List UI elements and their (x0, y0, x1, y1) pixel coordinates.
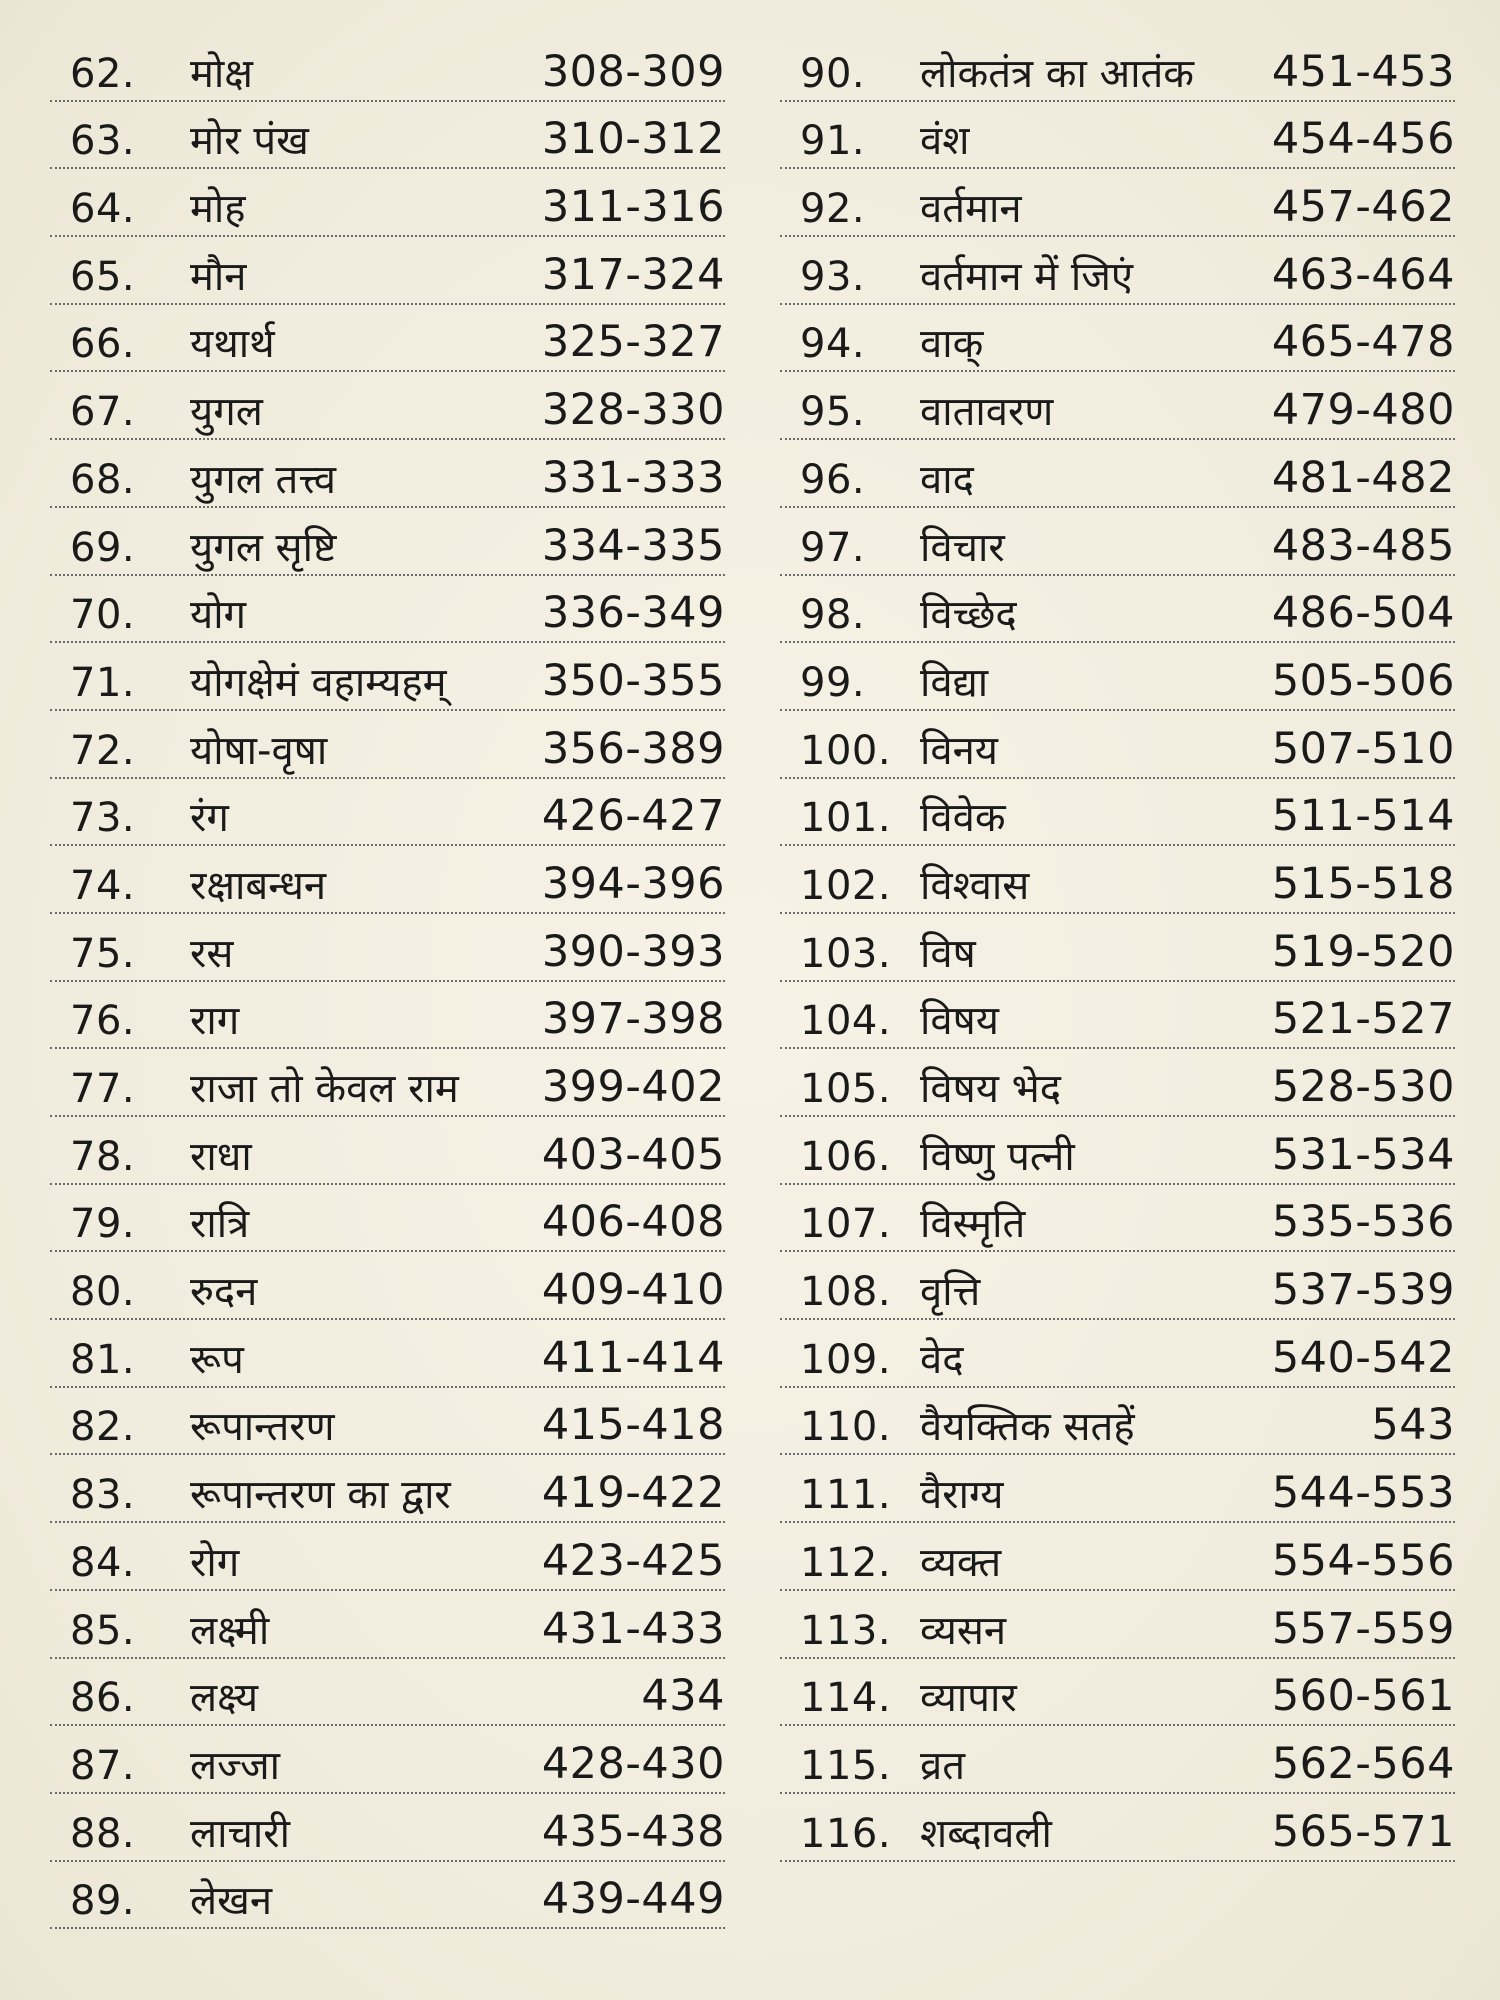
entry-page-range: 434 (641, 1671, 725, 1722)
entry-number: 115. (800, 1742, 892, 1789)
index-entry (50, 372, 725, 440)
entry-title: वाद (920, 456, 974, 503)
entry-page-range: 428-430 (541, 1738, 725, 1789)
index-entry (50, 1252, 725, 1320)
entry-page-range: 557-559 (1271, 1603, 1455, 1654)
entry-title: वेद (920, 1336, 964, 1383)
entry-title: विषय (920, 998, 999, 1045)
entry-title: राजा तो केवल राम (190, 1066, 459, 1112)
index-entry (780, 1049, 1455, 1117)
entry-page-range: 419-422 (541, 1468, 725, 1519)
entry-number: 71. (70, 659, 136, 706)
entry-title: व्यापार (920, 1675, 1017, 1722)
entry-number: 72. (70, 727, 136, 774)
entry-title: योषा-वृषा (190, 727, 328, 774)
index-entry (50, 1455, 725, 1523)
index-entry (50, 237, 725, 305)
entry-title: विच्छेद (920, 592, 1017, 639)
entry-title: विश्वास (920, 862, 1030, 909)
entry-number: 67. (70, 389, 136, 436)
entry-title: लक्ष्य (190, 1675, 259, 1722)
index-entry (780, 1726, 1455, 1794)
index-entry (50, 1523, 725, 1591)
entry-page-range: 431-433 (541, 1603, 725, 1654)
index-entry (780, 576, 1455, 644)
entry-page-range: 505-506 (1271, 655, 1455, 706)
entry-number: 83. (70, 1472, 136, 1519)
entry-number: 76. (70, 998, 136, 1045)
entry-page-range: 521-527 (1271, 994, 1455, 1045)
index-entry (780, 643, 1455, 711)
index-entry (780, 508, 1455, 576)
entry-title: विनय (920, 727, 998, 774)
index-entry (50, 779, 725, 847)
index-entry (50, 1320, 725, 1388)
index-entry (780, 1252, 1455, 1320)
entry-page-range: 350-355 (541, 655, 725, 706)
entry-page-range: 426-427 (541, 791, 725, 842)
entry-title: मौन (190, 253, 247, 300)
entry-page-range: 356-389 (541, 723, 725, 774)
index-entry (50, 1794, 725, 1862)
index-entry (50, 305, 725, 373)
entry-number: 90. (800, 50, 866, 97)
entry-number: 68. (70, 456, 136, 503)
entry-page-range: 406-408 (541, 1197, 725, 1248)
entry-title: वैराग्य (920, 1472, 1004, 1519)
entry-title: युगल सृष्टि (190, 524, 337, 571)
entry-number: 106. (800, 1133, 892, 1180)
entry-title: योग (190, 592, 247, 639)
entry-number: 116. (800, 1810, 892, 1857)
entry-title: व्यक्त (920, 1539, 1002, 1586)
entry-page-range: 415-418 (541, 1400, 725, 1451)
index-entry (50, 34, 725, 102)
entry-page-range: 511-514 (1271, 791, 1455, 842)
entry-title: विष (920, 930, 976, 977)
entry-page-range: 540-542 (1271, 1332, 1455, 1383)
entry-number: 92. (800, 186, 866, 233)
entry-number: 93. (800, 253, 866, 300)
entry-number: 87. (70, 1742, 136, 1789)
index-entry (780, 779, 1455, 847)
entry-number: 95. (800, 389, 866, 436)
entry-page-range: 483-485 (1271, 520, 1455, 571)
index-entry (780, 1117, 1455, 1185)
index-entry (50, 914, 725, 982)
index-entry (50, 576, 725, 644)
entry-page-range: 562-564 (1271, 1738, 1455, 1789)
entry-number: 63. (70, 118, 136, 165)
entry-title: रुदन (190, 1269, 258, 1316)
entry-title: विष्णु पत्नी (920, 1133, 1075, 1180)
entry-number: 82. (70, 1404, 136, 1451)
entry-title: युगल (190, 389, 263, 436)
entry-page-range: 535-536 (1271, 1197, 1455, 1248)
entry-page-range: 439-449 (541, 1874, 725, 1925)
entry-title: वाक् (920, 321, 984, 368)
entry-title: युगल तत्त्व (190, 456, 337, 503)
entry-title: रंग (190, 795, 229, 842)
entry-number: 100. (800, 727, 892, 774)
entry-number: 109. (800, 1336, 892, 1383)
entry-number: 91. (800, 118, 866, 165)
entry-page-range: 507-510 (1271, 723, 1455, 774)
entry-page-range: 397-398 (541, 994, 725, 1045)
entry-title: लेखन (190, 1878, 273, 1925)
index-entry (780, 1659, 1455, 1727)
entry-title: वैयक्तिक सतहें (920, 1404, 1135, 1451)
entry-number: 86. (70, 1675, 136, 1722)
entry-page-range: 528-530 (1271, 1062, 1455, 1112)
entry-number: 65. (70, 253, 136, 300)
entry-number: 102. (800, 862, 892, 909)
entry-number: 104. (800, 998, 892, 1045)
entry-title: वातावरण (920, 389, 1054, 436)
entry-title: रात्रि (190, 1201, 250, 1248)
index-entry (50, 1185, 725, 1253)
entry-page-range: 308-309 (541, 46, 725, 97)
entry-page-range: 543 (1371, 1400, 1455, 1451)
entry-title: मोह (190, 186, 246, 233)
entry-number: 88. (70, 1810, 136, 1857)
entry-page-range: 325-327 (541, 317, 725, 368)
entry-title: वर्तमान (920, 186, 1022, 233)
entry-number: 99. (800, 659, 866, 706)
entry-number: 107. (800, 1201, 892, 1248)
entry-title: मोक्ष (190, 50, 253, 97)
index-entry (780, 237, 1455, 305)
entry-page-range: 560-561 (1271, 1671, 1455, 1722)
entry-title: यथार्थ (190, 321, 275, 368)
index-entry (780, 34, 1455, 102)
entry-title: मोर पंख (190, 118, 309, 165)
entry-number: 105. (800, 1066, 892, 1112)
entry-number: 113. (800, 1607, 892, 1654)
index-entry (50, 1117, 725, 1185)
entry-page-range: 519-520 (1271, 926, 1455, 977)
entry-page-range: 336-349 (541, 588, 725, 639)
entry-number: 73. (70, 795, 136, 842)
index-entry (780, 1320, 1455, 1388)
index-entry (50, 982, 725, 1050)
entry-title: विस्मृति (920, 1201, 1026, 1248)
entry-title: व्यसन (920, 1607, 1007, 1654)
entry-page-range: 409-410 (541, 1265, 725, 1316)
entry-page-range: 454-456 (1271, 114, 1455, 165)
entry-page-range: 554-556 (1271, 1535, 1455, 1586)
entry-number: 94. (800, 321, 866, 368)
index-entry (50, 102, 725, 170)
entry-number: 112. (800, 1539, 892, 1586)
entry-number: 89. (70, 1878, 136, 1925)
entry-page-range: 328-330 (541, 385, 725, 436)
entry-page-range: 334-335 (541, 520, 725, 571)
entry-number: 66. (70, 321, 136, 368)
index-entry (780, 1794, 1455, 1862)
index-entry (780, 102, 1455, 170)
index-entry (780, 982, 1455, 1050)
entry-title: विवेक (920, 795, 1006, 842)
entry-page-range: 423-425 (541, 1535, 725, 1586)
index-column-right (780, 34, 1455, 1862)
index-entry (50, 1049, 725, 1117)
entry-page-range: 411-414 (541, 1332, 725, 1383)
entry-number: 84. (70, 1539, 136, 1586)
entry-title: शब्दावली (920, 1810, 1052, 1857)
entry-page-range: 311-316 (541, 182, 725, 233)
index-entry (50, 643, 725, 711)
entry-title: राग (190, 998, 240, 1045)
index-entry (780, 305, 1455, 373)
entry-page-range: 399-402 (541, 1062, 725, 1112)
index-entry (780, 1388, 1455, 1456)
entry-title: लज्जा (190, 1742, 281, 1789)
entry-title: रूपान्तरण (190, 1404, 335, 1451)
entry-page-range: 565-571 (1271, 1806, 1455, 1857)
entry-number: 98. (800, 592, 866, 639)
entry-page-range: 394-396 (541, 858, 725, 909)
entry-number: 97. (800, 524, 866, 571)
index-entry (50, 711, 725, 779)
index-entry (50, 1862, 725, 1930)
entry-title: रोग (190, 1539, 240, 1586)
index-entry (780, 372, 1455, 440)
index-entry (780, 1455, 1455, 1523)
entry-page-range: 403-405 (541, 1129, 725, 1180)
entry-page-range: 537-539 (1271, 1265, 1455, 1316)
index-entry (50, 1726, 725, 1794)
entry-number: 79. (70, 1201, 136, 1248)
entry-number: 77. (70, 1066, 136, 1112)
entry-page-range: 486-504 (1271, 588, 1455, 639)
index-entry (50, 846, 725, 914)
entry-page-range: 390-393 (541, 926, 725, 977)
entry-page-range: 531-534 (1271, 1129, 1455, 1180)
entry-page-range: 331-333 (541, 452, 725, 503)
entry-title: लक्ष्मी (190, 1607, 270, 1654)
entry-title: वृत्ति (920, 1269, 981, 1316)
entry-title: रक्षाबन्धन (190, 862, 327, 909)
entry-page-range: 457-462 (1271, 182, 1455, 233)
entry-title: रस (190, 930, 234, 977)
entry-number: 78. (70, 1133, 136, 1180)
entry-number: 103. (800, 930, 892, 977)
entry-number: 108. (800, 1269, 892, 1316)
entry-number: 70. (70, 592, 136, 639)
index-entry (50, 1388, 725, 1456)
entry-page-range: 317-324 (541, 249, 725, 300)
entry-title: लाचारी (190, 1810, 290, 1857)
index-entry (50, 440, 725, 508)
entry-title: विचार (920, 524, 1005, 571)
entry-number: 111. (800, 1472, 892, 1519)
entry-title: विषय भेद (920, 1066, 1061, 1112)
index-column-left (50, 34, 725, 1929)
entry-number: 80. (70, 1269, 136, 1316)
index-entry (780, 1591, 1455, 1659)
index-entry (780, 711, 1455, 779)
index-entry (50, 1591, 725, 1659)
entry-page-range: 435-438 (541, 1806, 725, 1857)
entry-number: 101. (800, 795, 892, 842)
entry-title: विद्या (920, 659, 989, 706)
entry-title: वंश (920, 118, 970, 165)
entry-page-range: 479-480 (1271, 385, 1455, 436)
entry-number: 114. (800, 1675, 892, 1722)
entry-title: राधा (190, 1133, 252, 1180)
index-entry (50, 169, 725, 237)
entry-number: 85. (70, 1607, 136, 1654)
index-entry (780, 440, 1455, 508)
entry-page-range: 515-518 (1271, 858, 1455, 909)
index-entry (780, 1185, 1455, 1253)
entry-page-range: 465-478 (1271, 317, 1455, 368)
entry-title: लोकतंत्र का आतंक (920, 50, 1194, 97)
entry-title: व्रत (920, 1742, 966, 1789)
index-entry (780, 169, 1455, 237)
entry-title: योगक्षेमं वहाम्यहम् (190, 659, 447, 706)
entry-number: 96. (800, 456, 866, 503)
index-entry (780, 846, 1455, 914)
index-entry (50, 508, 725, 576)
index-entry (50, 1659, 725, 1727)
index-entry (780, 914, 1455, 982)
entry-number: 69. (70, 524, 136, 571)
entry-number: 75. (70, 930, 136, 977)
entry-title: रूपान्तरण का द्वार (190, 1472, 451, 1519)
entry-page-range: 481-482 (1271, 452, 1455, 503)
entry-page-range: 310-312 (541, 114, 725, 165)
index-entry (780, 1523, 1455, 1591)
entry-number: 110. (800, 1404, 892, 1451)
entry-page-range: 463-464 (1271, 249, 1455, 300)
entry-number: 62. (70, 50, 136, 97)
entry-page-range: 451-453 (1271, 46, 1455, 97)
entry-page-range: 544-553 (1271, 1468, 1455, 1519)
entry-number: 74. (70, 862, 136, 909)
entry-number: 64. (70, 186, 136, 233)
entry-number: 81. (70, 1336, 136, 1383)
entry-title: रूप (190, 1336, 244, 1383)
entry-title: वर्तमान में जिएं (920, 253, 1134, 300)
